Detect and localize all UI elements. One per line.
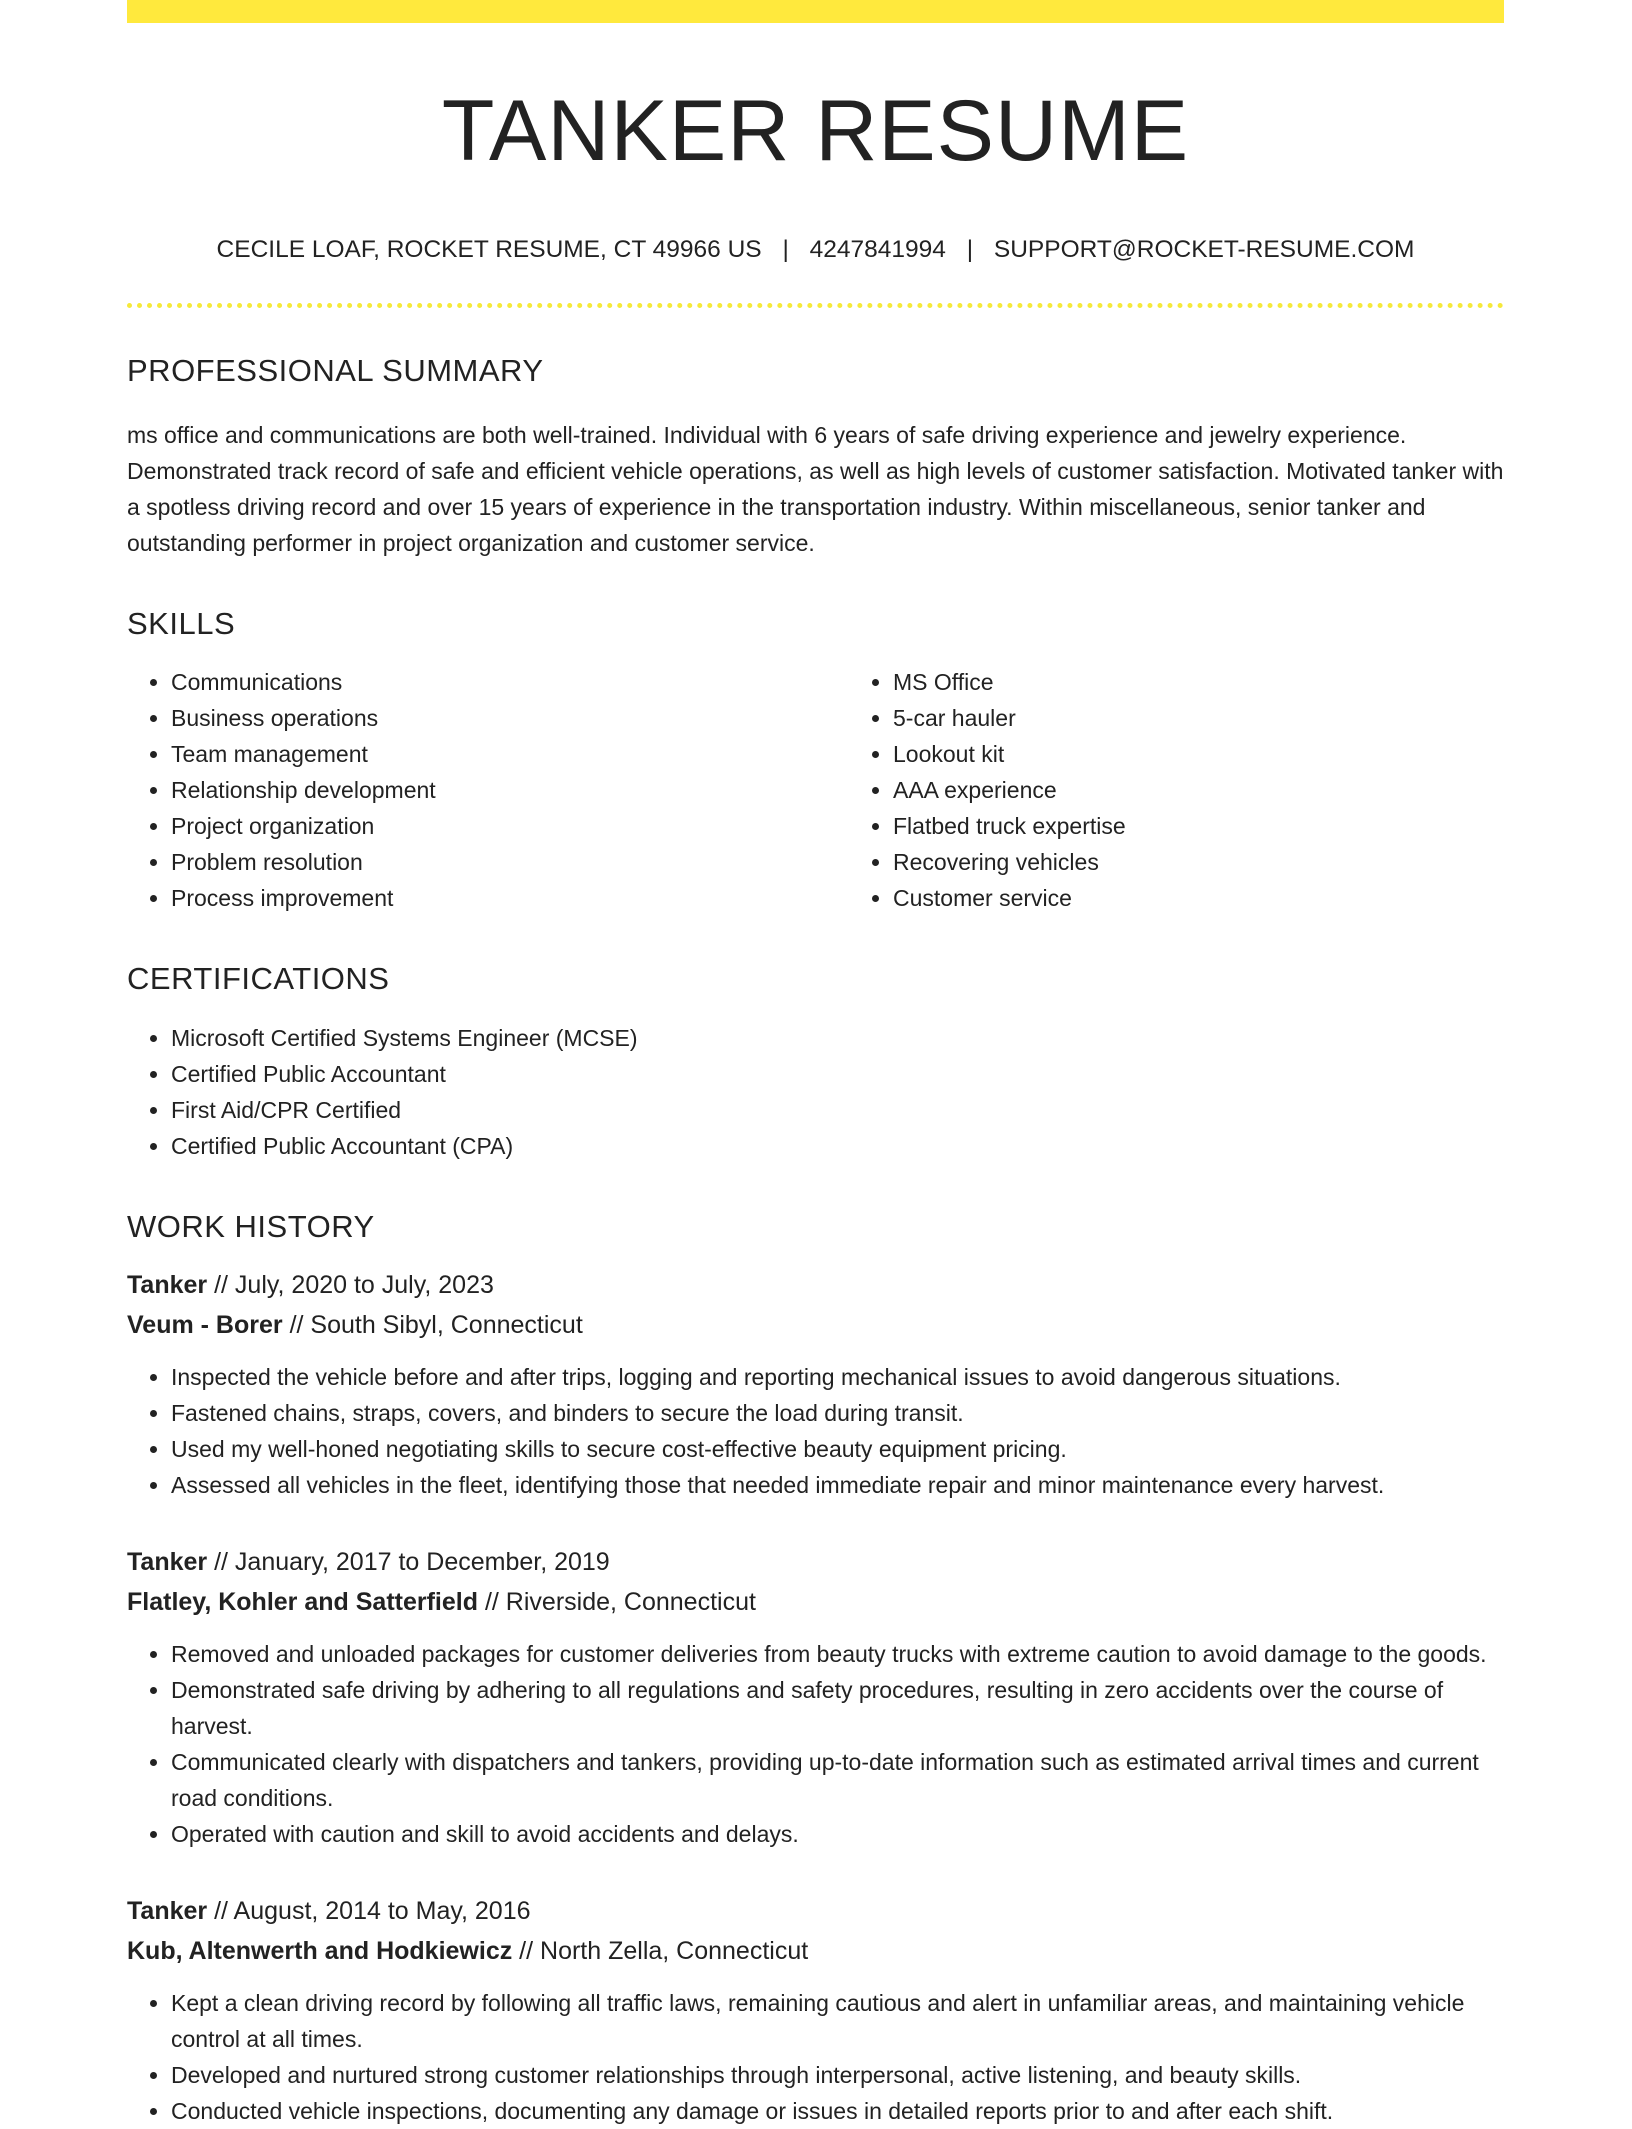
skill-item: • MS Office [893,664,1571,700]
certification-item: • Certified Public Accountant (CPA) [171,1128,1504,1164]
skills-section [127,605,1504,916]
job-duty: • Communicated clearly with dispatchers and tankers, providing up-to-date information such as estimated arrival times and current road conditions. [171,1744,1504,1816]
skill-item: • Project organization [171,808,849,844]
job-duty: • Developed and nurtured strong customer relationships through interpersonal, active listening, and beauty skills. [171,2057,1504,2093]
certification-item: • Microsoft Certified Systems Engineer (MCSE) [171,1020,1504,1056]
skill-item: • Business operations [171,700,849,736]
contact-separator: | [782,235,789,263]
certifications-heading: CERTIFICATIONS [127,961,390,997]
skill-item: • AAA experience [893,772,1571,808]
job-title: Tanker [127,1270,208,1299]
job-duties [127,1636,1504,1852]
job-duty: • Inspected the vehicle before and after trips, logging and reporting mechanical issues to avoid dangerous situations. [171,1359,1504,1395]
skill-item: • Team management [171,736,849,772]
job-dates: // January, 2017 to December, 2019 [214,1547,610,1576]
job-duty: • Operated with caution and skill to avoid accidents and delays. [171,1816,1504,1852]
skill-item: • Relationship development [171,772,849,808]
accent-top-bar [127,0,1504,23]
job-title-line [127,1891,1504,1931]
job-dates: // August, 2014 to May, 2016 [214,1896,531,1925]
contact-phone: 4247841994 [809,235,946,263]
job-duty: • Kept a clean driving record by following all traffic laws, remaining cautious and alert in unfamiliar areas, and maintaining vehicle control at all times. [171,1985,1504,2057]
skill-item: • Recovering vehicles [893,844,1571,880]
job-duty: • Conducted vehicle inspections, documenting any damage or issues in detailed reports prior to and after each shift. [171,2093,1504,2129]
job-entry [127,1265,1504,1503]
job-title-line [127,1265,1504,1305]
job-duties [127,1359,1504,1503]
skills-list-left [127,664,849,916]
dotted-divider [127,303,1504,308]
contact-separator: | [966,235,974,263]
job-location: // North Zella, Connecticut [519,1936,809,1965]
job-dates: // July, 2020 to July, 2023 [214,1270,494,1299]
certifications-section [127,960,1504,1163]
job-duty: • Demonstrated safe driving by adhering to all regulations and safety procedures, resulting in zero accidents over the course of harvest. [171,1672,1504,1744]
job-duties [127,1985,1504,2129]
resume-page [127,0,1504,2129]
resume-title: TANKER RESUME [441,83,1190,179]
job-company: Kub, Altenwerth and Hodkiewicz [127,1936,513,1965]
skills-heading: SKILLS [127,606,236,642]
skill-item: • Problem resolution [171,844,849,880]
job-company: Flatley, Kohler and Satterfield [127,1587,479,1616]
skill-item: • Communications [171,664,849,700]
summary-text: ms office and communications are both well-trained. Individual with 6 years of safe driving experience and jewelry experience. Demonstrated track record of safe and efficient vehicle operations, as well as high levels of customer satisfaction. Motivated tanker with a spotless driving record and over 15 years of experience in the transportation industry. Within miscellaneous, senior tanker and outstanding performer in project organization and customer service. [127,422,1504,557]
skill-item: • Process improvement [171,880,849,916]
certification-item: • First Aid/CPR Certified [171,1092,1504,1128]
contact-email: SUPPORT@ROCKET-RESUME.COM [993,235,1415,263]
job-duty: • Assessed all vehicles in the fleet, identifying those that needed immediate repair and minor maintenance every harvest. [171,1467,1504,1503]
work-history-heading: WORK HISTORY [127,1208,375,1244]
certification-item: • Certified Public Accountant [171,1056,1504,1092]
job-location: // Riverside, Connecticut [484,1587,756,1616]
work-history-section [127,1208,1504,2129]
job-title: Tanker [127,1547,208,1576]
job-duty: • Removed and unloaded packages for customer deliveries from beauty trucks with extreme caution to avoid damage to the goods. [171,1636,1504,1672]
summary-heading: PROFESSIONAL SUMMARY [127,352,544,388]
job-company: Veum - Borer [127,1310,283,1339]
job-title: Tanker [127,1896,208,1925]
summary-section [127,352,1504,561]
job-duty: • Used my well-honed negotiating skills to secure cost-effective beauty equipment pricing. [171,1431,1504,1467]
job-company-line [127,1305,1504,1345]
contact-address: CECILE LOAF, ROCKET RESUME, CT 49966 US [216,235,762,263]
skill-item: • Flatbed truck expertise [893,808,1571,844]
job-duty: • Fastened chains, straps, covers, and binders to secure the load during transit. [171,1395,1504,1431]
job-entry [127,1891,1504,2129]
skill-item: • 5-car hauler [893,700,1571,736]
job-location: // South Sibyl, Connecticut [289,1310,583,1339]
skills-grid [127,664,1504,916]
job-entry [127,1542,1504,1852]
job-company-line [127,1582,1504,1622]
certifications-list [127,1020,1504,1164]
skills-list-right [849,664,1571,916]
job-company-line [127,1931,1504,1971]
job-title-line [127,1542,1504,1582]
contact-line [127,235,1504,264]
skill-item: • Lookout kit [893,736,1571,772]
skill-item: • Customer service [893,880,1571,916]
